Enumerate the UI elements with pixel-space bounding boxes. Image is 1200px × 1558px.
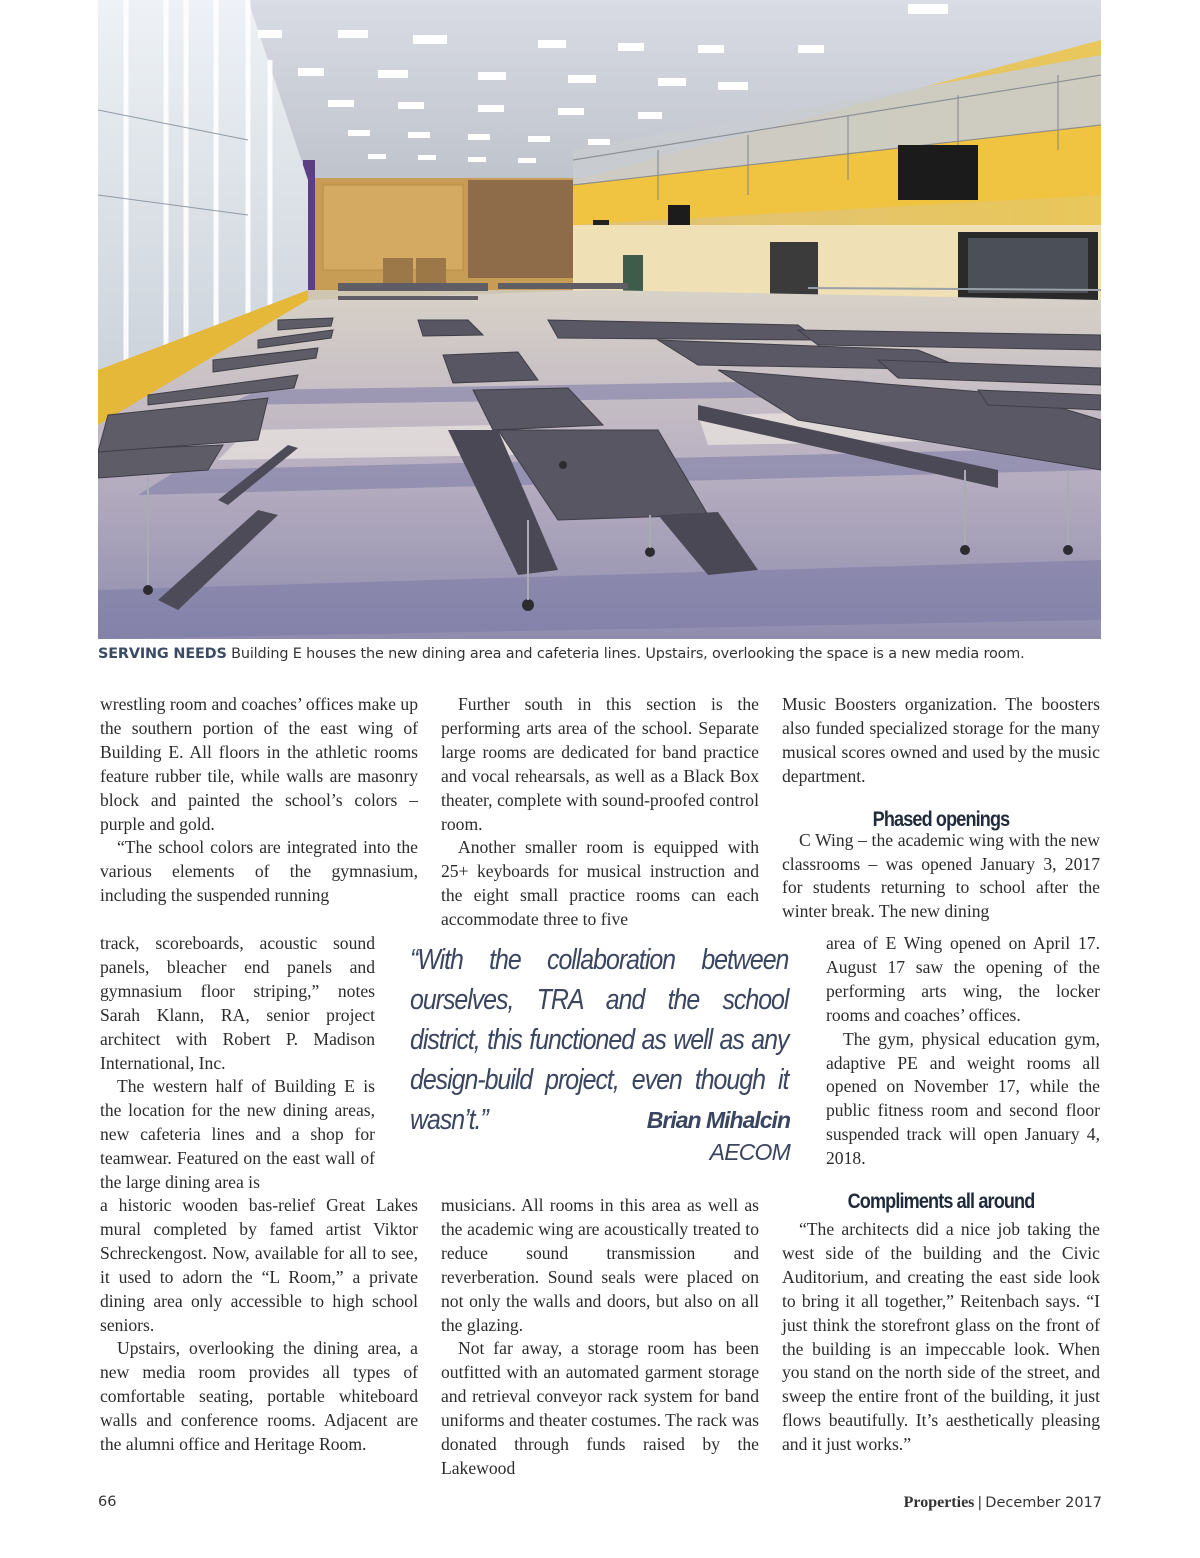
cafeteria-photo [98, 0, 1101, 639]
paragraph: wrestling room and coaches’ offices make up the southern portion of the east wing of Building E. All floors in the athletic rooms feature rubber tile, while walls are masonry block and painted the school’s colors – purple and gold. [100, 694, 418, 834]
paragraph: Upstairs, overlooking the dining area, a new media room provides all types of comfortable seating, portable whiteboard walls and conference rooms. Adjacent are the alumni office and Heritage Room. [100, 1338, 418, 1455]
quote-author: Brian Mihalcin [646, 1107, 790, 1133]
paragraph: “The school colors are integrated into the various elements of the gymnasium, including the suspended running [100, 837, 418, 906]
paragraph: C Wing – the academic wing with the new classrooms – was opened January 3, 2017 for students returning to school after the winter break. The new dining [782, 829, 1100, 922]
col3-middle [826, 932, 1100, 1171]
col2-bottom [441, 1194, 759, 1481]
paragraph: a historic wooden bas-relief Great Lakes mural completed by famed artist Viktor Schreckengost. Now, available for all to see, it used to adorn the “L Room,” a private dining area only accessible to high school seniors. [100, 1195, 418, 1335]
section-heading-compliments: Compliments all around [847, 1190, 1035, 1213]
footer-separator: | [977, 1495, 983, 1511]
paragraph: Another smaller room is equipped with 25+ keyboards for musical instruction and the eight small practice rooms can each accommodate three to five [441, 837, 759, 930]
paragraph: The gym, physical education gym, adaptive PE and weight rooms all opened on November 17, while the public fitness room and second floor suspended track will open January 4, 2018. [826, 1028, 1100, 1169]
cafeteria-illustration [98, 0, 1101, 639]
col1-bottom [100, 1194, 418, 1457]
paragraph: The western half of Building E is the location for the new dining areas, new cafeteria lines and a shop for teamwear. Featured on the east wall of the large dining area is [100, 1076, 375, 1193]
page-number: 66 [98, 1494, 117, 1510]
pull-quote-attribution [560, 1104, 790, 1168]
col2-top [441, 693, 759, 932]
paragraph: track, scoreboards, acoustic sound panels, bleacher end panels and gymnasium floor striping,” notes Sarah Klann, RA, senior project architect with Robert P. Madison International, Inc. [100, 933, 375, 1073]
caption-lead: SERVING NEEDS [98, 646, 227, 662]
caption-text: Building E houses the new dining area and cafeteria lines. Upstairs, overlooking the space is a new media room. [226, 646, 1025, 662]
quote-organization: AECOM [709, 1139, 790, 1165]
paragraph: Further south in this section is the performing arts area of the school. Separate large rooms are dedicated for band practice and vocal rehearsals, as well as a Black Box theater, complete with sound-proofed control room. [441, 694, 759, 834]
col3-bottom [782, 1218, 1100, 1457]
pull-quote: “With the collaboration between ourselves, TRA and the school district, this functioned as well as any design-build project, even though it wasn’t.” [410, 944, 789, 1136]
publication-name: Properties [903, 1494, 975, 1511]
paragraph: musicians. All rooms in this area as well as the academic wing are acoustically treated to reduce sound transmission and reverberation. Sound seals were placed on not only the walls and doors, but also on all the glazing. [441, 1195, 759, 1335]
publication-footer [904, 1494, 1102, 1512]
issue-date: December 2017 [985, 1495, 1102, 1511]
paragraph: area of E Wing opened on April 17. August 17 saw the opening of the performing arts wing, the locker rooms and coaches’ offices. [826, 933, 1100, 1025]
paragraph: Not far away, a storage room has been outfitted with an automated garment storage and retrieval conveyor rack system for band uniforms and theater costumes. The rack was donated through funds raised by the Lakewood [441, 1338, 759, 1478]
col1-middle [100, 932, 375, 1195]
paragraph: “The architects did a nice job taking the west side of the building and the Civic Auditorium, and creating the east side look to bring it all together,” Reitenbach says. “I just think the storefront glass on the front of the building is an impeccable look. When you stand on the north side of the street, and sweep the entire front of the building, it just flows beautifully. It’s aesthetically pleasing and it just works.” [782, 1219, 1100, 1455]
paragraph: Music Boosters organization. The boosters also funded specialized storage for the many musical scores owned and used by the music department. [782, 694, 1100, 786]
section-heading-phased-openings: Phased openings [872, 808, 1010, 831]
photo-caption [98, 646, 1108, 662]
col1-top [100, 693, 418, 908]
